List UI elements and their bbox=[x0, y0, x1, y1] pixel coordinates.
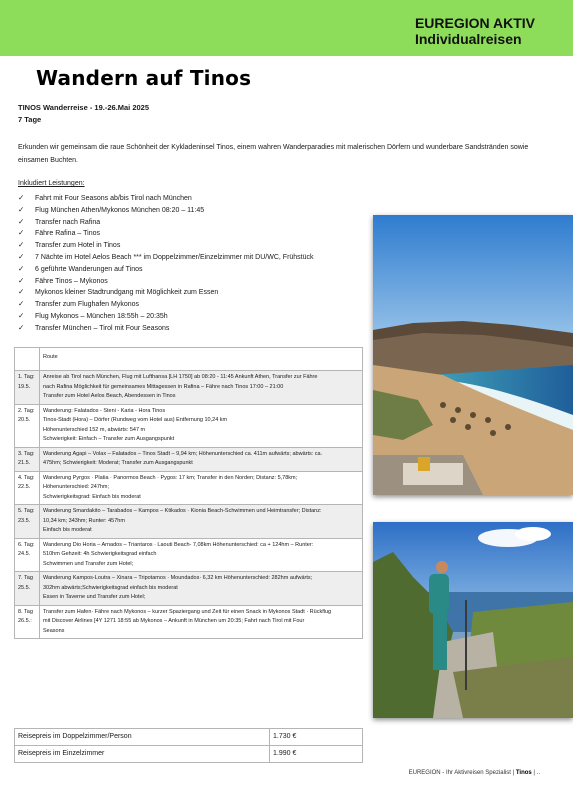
included-item-text: Mykonos kleiner Stadtrundgang mit Möglichkeit zum Essen bbox=[35, 289, 219, 297]
included-item-text: Transfer München – Tirol mit Four Seasons bbox=[35, 324, 170, 332]
itinerary-route-line: nach Rafina Möglichkeit für gemeinsames Mittagessen in Rafina – Fähre nach Tinos 17:00 – 21:00 bbox=[43, 383, 284, 390]
check-icon: ✓ bbox=[18, 240, 25, 250]
check-icon: ✓ bbox=[18, 310, 25, 320]
itinerary-route bbox=[40, 572, 363, 606]
itinerary-row bbox=[15, 538, 363, 572]
included-item bbox=[18, 227, 314, 239]
trip-duration: 7 Tage bbox=[18, 115, 42, 124]
itinerary-route-line: Anreise ab Tirol nach München, Flug mit Lufthansa [LH 1750] ab 08:20 - 11:45 Ankunft Athen, Transfer zur Fähre bbox=[43, 374, 318, 380]
price-table bbox=[14, 728, 363, 763]
itinerary-date: 23.5. bbox=[18, 517, 31, 524]
itinerary-row bbox=[15, 371, 363, 405]
itinerary-route bbox=[40, 371, 363, 405]
itinerary-day bbox=[15, 505, 40, 539]
included-item bbox=[18, 322, 314, 334]
price-row bbox=[15, 729, 363, 746]
itinerary-row bbox=[15, 447, 363, 471]
itinerary-route bbox=[40, 447, 363, 471]
page-footer bbox=[409, 770, 540, 776]
itinerary-header-route: Route bbox=[40, 348, 363, 371]
included-item bbox=[18, 251, 314, 263]
footer-tail: | .. bbox=[531, 770, 540, 776]
check-icon: ✓ bbox=[18, 204, 25, 214]
itinerary-route-line: Wanderung Smardakito – Tarabados – Kampos – Ktikados · Kionia Beach-Schwimmen und Heimtransfer; Distanz: bbox=[43, 508, 322, 514]
intro-paragraph: Erkunden wir gemeinsam die raue Schönheit der Kykladeninsel Tinos, einem wahren Wanderparadies mit malerischen Dörfern und wunderbare Sandstränden sowie einsamen Buchten. bbox=[18, 144, 529, 164]
itinerary-day-label: 2. Tag: bbox=[18, 407, 35, 414]
check-icon: ✓ bbox=[18, 322, 25, 332]
itinerary-row bbox=[15, 572, 363, 606]
itinerary-date: 26.5.: bbox=[18, 618, 32, 624]
itinerary-route-line: Wanderung Kampos-Loutra – Xinara – Tripotamos · Moundados· 6,32 km Höhenunterschied: 282hm aufwärts; bbox=[43, 575, 313, 581]
itinerary-route bbox=[40, 538, 363, 572]
included-item-text: Transfer zum Flughafen Mykonos bbox=[35, 301, 140, 309]
itinerary-day-label: 7. Tag bbox=[18, 575, 33, 581]
price-amount: 1.990 € bbox=[270, 746, 363, 763]
itinerary-route-line: mit Discover Airlines [4Y 1271 18:55 ab Mykonos – Ankunft in München um 20:35; Fahrt nach Tirol mit Four bbox=[43, 618, 305, 624]
itinerary-day-label: 6. Tag: bbox=[18, 541, 35, 548]
itinerary-day bbox=[15, 404, 40, 447]
itinerary-route-line: Seasons bbox=[43, 627, 65, 634]
check-icon: ✓ bbox=[18, 228, 25, 238]
itinerary-route bbox=[40, 505, 363, 539]
included-item-text: 7 Nächte im Hotel Aelos Beach *** im Doppelzimmer/Einzelzimmer mit DU/WC, Frühstück bbox=[35, 253, 314, 261]
itinerary-route-line: Wanderung: Falatados - Steni - Karia - Hora Tinos bbox=[43, 407, 166, 414]
price-amount: 1.730 € bbox=[270, 729, 363, 746]
itinerary-row bbox=[15, 505, 363, 539]
included-item bbox=[18, 286, 314, 298]
included-item bbox=[18, 239, 314, 251]
itinerary-date: 21.5. bbox=[18, 460, 31, 466]
included-item bbox=[18, 275, 314, 287]
itinerary-date: 20.5. bbox=[18, 417, 31, 423]
itinerary-table bbox=[14, 347, 363, 639]
itinerary-route-line: Transfer zum Hotel Aelos Beach, Abendessen in Tinos bbox=[43, 393, 176, 399]
itinerary-day bbox=[15, 471, 40, 505]
included-item bbox=[18, 298, 314, 310]
check-icon: ✓ bbox=[18, 193, 25, 202]
itinerary-date: 24.5. bbox=[18, 551, 31, 557]
check-icon: ✓ bbox=[18, 287, 25, 297]
included-item-text: Fähre Tinos – Mykonos bbox=[35, 277, 108, 285]
price-label: Reisepreis im Einzelzimmer bbox=[15, 746, 270, 763]
brand-line-2: Individualreisen bbox=[414, 31, 522, 47]
itinerary-route-line: Tinos-Stadt (Hora) – Dörfer (Rundweg vom Hotel aus) Entfernung 10,24 km bbox=[43, 417, 228, 423]
included-item-text: Fähre Rafina – Tinos bbox=[35, 230, 100, 238]
itinerary-route bbox=[40, 605, 363, 639]
check-icon: ✓ bbox=[18, 251, 25, 261]
itinerary-route-line: 10,34 km; 343hm; Runter: 457hm bbox=[43, 517, 125, 524]
itinerary-route-line: Schwierigkeit: Einfach – Transfer zum Ausgangspunkt bbox=[43, 436, 175, 442]
itinerary-route-line: Wanderung Pyrgos · Platia · Panormos Beach · Pygos: 17 km; Transfer in den Norden; Distanz: 5,78km; bbox=[43, 474, 298, 481]
itinerary-header-day bbox=[15, 348, 40, 371]
brand-logo-text bbox=[415, 15, 535, 47]
footer-bold: Tinos bbox=[515, 770, 532, 776]
included-item bbox=[18, 192, 314, 204]
check-icon: ✓ bbox=[18, 263, 25, 273]
included-item-text: Fahrt mit Four Seasons ab/bis Tirol nach München bbox=[35, 195, 192, 202]
itinerary-row bbox=[15, 404, 363, 447]
page-title: Wandern auf Tinos bbox=[36, 66, 252, 90]
beach-photo bbox=[373, 215, 573, 495]
itinerary-route-line: Transfer zum Hafen· Fähre nach Mykonos – kurzer Spaziergang und Zeit für einen Snack in Mykonos Stadt · Rückflug bbox=[43, 608, 332, 615]
included-item bbox=[18, 263, 314, 275]
included-item-text: Flug München Athen/Mykonos München 08:20 – 11:45 bbox=[35, 206, 205, 214]
itinerary-route-line: Schwimmen und Transfer zum Hotel; bbox=[43, 560, 134, 567]
itinerary-day-label: 1. Tag: bbox=[18, 374, 35, 380]
included-item-text: 6 geführte Wanderungen auf Tinos bbox=[35, 265, 143, 273]
itinerary-row bbox=[15, 605, 363, 639]
itinerary-route-line: 475hm; Schwierigkeit: Moderat; Transfer zum Ausgangspunkt bbox=[43, 460, 193, 466]
itinerary-day bbox=[15, 538, 40, 572]
brand-line-1: EUREGION AKTIV bbox=[414, 15, 535, 31]
itinerary-day bbox=[15, 572, 40, 606]
header-banner bbox=[0, 0, 573, 56]
itinerary-date: 22.5. bbox=[18, 484, 31, 490]
itinerary-route-line: Schwierigkeitsgrad: Einfach bis moderat bbox=[43, 493, 141, 500]
included-item-text: Transfer zum Hotel in Tinos bbox=[35, 242, 121, 250]
itinerary-day-label: 4. Tag: bbox=[18, 474, 35, 481]
itinerary-date: 19.5. bbox=[18, 383, 31, 390]
trip-dates: TINOS Wanderreise - 19.-26.Mai 2025 bbox=[18, 103, 150, 112]
itinerary-day bbox=[15, 371, 40, 405]
included-item-text: Flug Mykonos – München 18:55h – 20:35h bbox=[35, 312, 168, 320]
check-icon: ✓ bbox=[18, 216, 25, 226]
itinerary-day bbox=[15, 447, 40, 471]
included-item bbox=[18, 310, 314, 322]
itinerary-route-line: Höhenunterschied 152 m, abwärts: 547 m bbox=[43, 426, 146, 433]
footer-text: EUREGION - Ihr Aktivreisen Spezialist | bbox=[408, 770, 516, 776]
trip-subtitle bbox=[18, 102, 149, 126]
beach-photo-image bbox=[373, 215, 573, 495]
itinerary-route bbox=[40, 471, 363, 505]
itinerary-header-row bbox=[15, 348, 363, 371]
hiker-photo-image bbox=[373, 522, 573, 718]
check-icon: ✓ bbox=[18, 275, 25, 285]
itinerary-route-line: 510hm Gehzeit: 4h Schwierigkeitsgrad einfach bbox=[43, 551, 157, 557]
included-heading: Inkludiert Leistungen: bbox=[18, 180, 85, 187]
itinerary-route bbox=[40, 404, 363, 447]
itinerary-day-label: 5. Tag: bbox=[18, 508, 35, 514]
itinerary-route-line: Einfach bis moderat bbox=[43, 527, 92, 533]
itinerary-day-label: 3. Tag: bbox=[18, 450, 35, 457]
included-item-text: Transfer nach Rafina bbox=[35, 218, 101, 226]
included-item bbox=[18, 216, 314, 228]
price-row bbox=[15, 746, 363, 763]
hiker-photo bbox=[373, 522, 573, 718]
check-icon: ✓ bbox=[18, 299, 25, 309]
itinerary-day bbox=[15, 605, 40, 639]
itinerary-route-line: Wanderung Agapi – Volax – Falatados – Tinos Stadt – 9,94 km; Höhenunterschied ca. 411m aufwärts; abwärts: ca. bbox=[43, 450, 323, 457]
itinerary-route-line: Essen in Taverne und Transfer zum Hotel; bbox=[43, 594, 146, 600]
itinerary-route-line: 302hm abwärts;Schwierigkeitsgrad einfach bis moderat bbox=[43, 584, 178, 591]
itinerary-day-label: 8. Tag bbox=[18, 608, 33, 615]
included-list bbox=[18, 192, 314, 334]
itinerary-route-line: Höhenunterschied: 247hm; bbox=[43, 484, 110, 490]
price-label: Reisepreis im Doppelzimmer/Person bbox=[15, 729, 270, 746]
itinerary-date: 25.5. bbox=[18, 584, 31, 591]
itinerary-row bbox=[15, 471, 363, 505]
itinerary-route-line: Wanderung Dio Horia – Arnados – Triantaros · Laouti Beach- 7,08km Höhenunterschied: ca + 124hm – Runter: bbox=[43, 541, 314, 548]
included-item bbox=[18, 204, 314, 216]
